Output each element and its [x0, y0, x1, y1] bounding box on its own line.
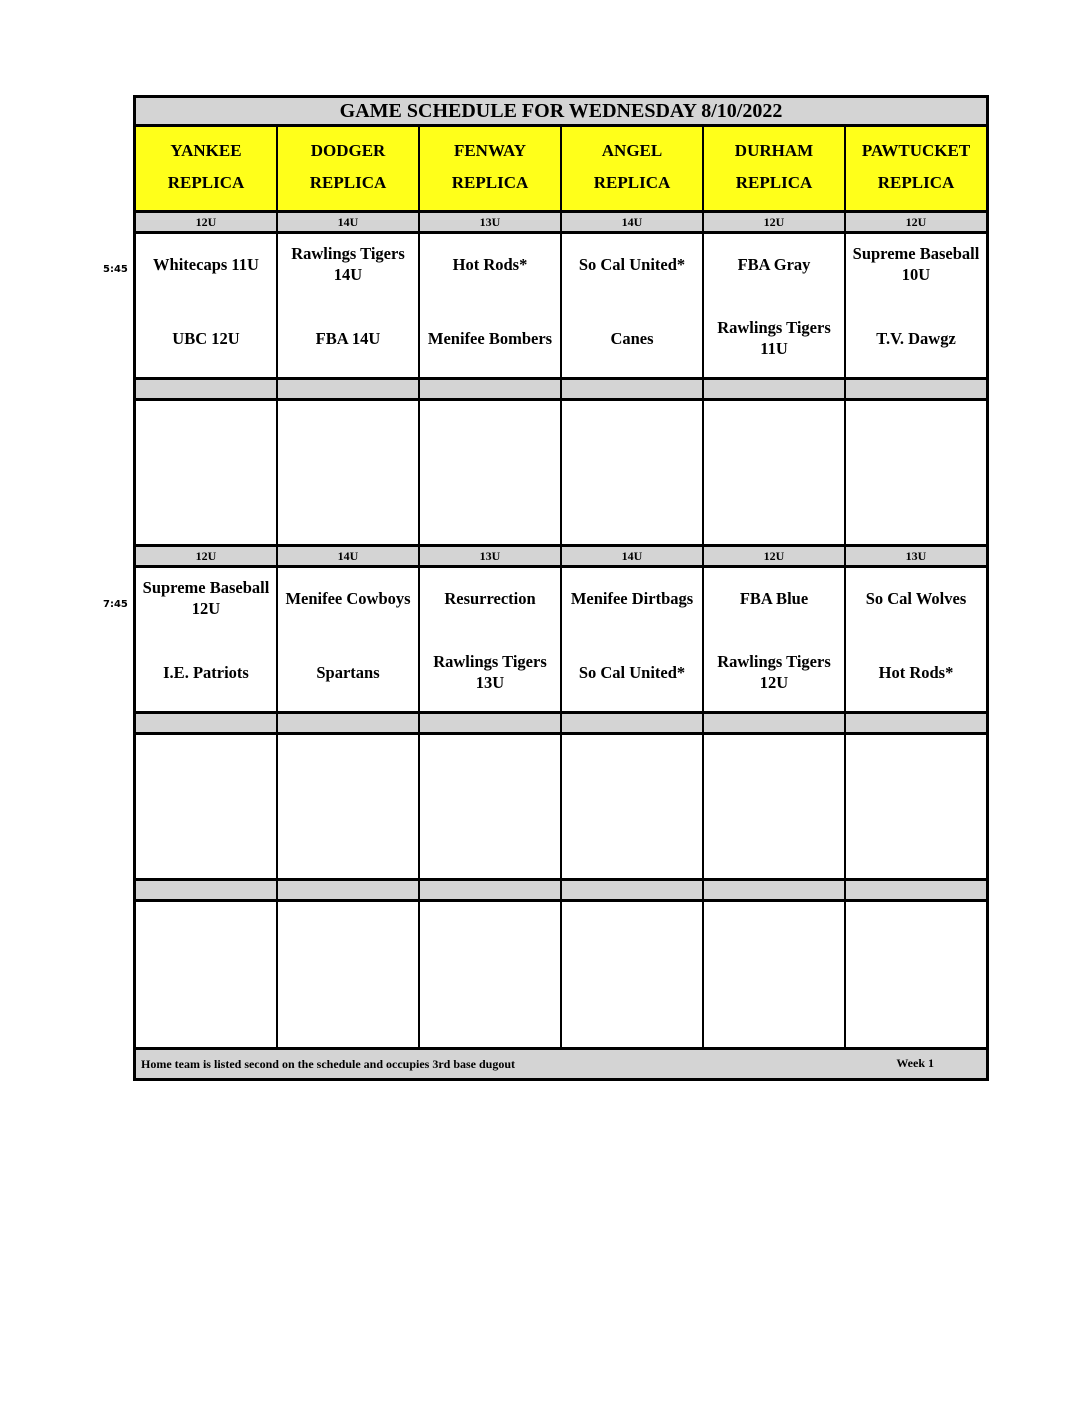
away-team: Supreme Baseball 12U: [142, 578, 270, 618]
age-division-label: 12U: [704, 213, 844, 231]
age-division-label: 12U: [704, 547, 844, 565]
away-team: Hot Rods*: [452, 254, 528, 274]
field-name: FENWAY: [453, 141, 527, 160]
empty-slot-cell: [704, 902, 844, 1047]
home-team: Canes: [610, 328, 654, 348]
empty-slot-cell: [846, 401, 986, 544]
week-label: Week 1: [896, 1056, 934, 1070]
home-team: So Cal United*: [578, 662, 686, 682]
away-team: FBA Gray: [737, 254, 811, 274]
home-team: Rawlings Tigers 12U: [717, 652, 831, 692]
empty-slot-cell: [136, 902, 276, 1047]
field-header: [846, 127, 986, 210]
field-name: DODGER: [310, 141, 386, 160]
game-cell: [136, 234, 276, 377]
separator-band: [562, 714, 702, 732]
empty-slot-cell: [420, 902, 560, 1047]
separator-band: [136, 881, 276, 899]
home-team: Rawlings Tigers 11U: [717, 318, 831, 358]
game-cell: [420, 568, 560, 711]
field-type: REPLICA: [735, 173, 813, 192]
separator-band: [704, 881, 844, 899]
empty-slot-cell: [562, 401, 702, 544]
game-cell: [136, 568, 276, 711]
field-type: REPLICA: [167, 173, 245, 192]
field-type: REPLICA: [877, 173, 955, 192]
away-team: Menifee Dirtbags: [570, 588, 694, 608]
empty-slot-cell: [846, 735, 986, 878]
empty-slot-cell: [420, 735, 560, 878]
field-header: [704, 127, 844, 210]
age-division-label: 14U: [278, 547, 418, 565]
separator-band: [136, 380, 276, 398]
schedule-title: GAME SCHEDULE FOR WEDNESDAY 8/10/2022: [136, 98, 986, 124]
separator-band: [704, 380, 844, 398]
age-division-label: 14U: [562, 547, 702, 565]
footer-bar: [136, 1050, 986, 1078]
age-division-label: 13U: [846, 547, 986, 565]
empty-slot-cell: [136, 401, 276, 544]
separator-band: [420, 380, 560, 398]
away-team: Resurrection: [444, 588, 536, 608]
game-schedule-table: [133, 95, 989, 1081]
field-header: [420, 127, 560, 210]
age-division-label: 13U: [420, 213, 560, 231]
empty-slot-cell: [846, 902, 986, 1047]
empty-slot-cell: [704, 401, 844, 544]
game-cell: [704, 568, 844, 711]
empty-slot-cell: [562, 735, 702, 878]
separator-band: [562, 380, 702, 398]
away-team: Menifee Cowboys: [285, 588, 411, 608]
age-division-label: 12U: [136, 213, 276, 231]
separator-band: [136, 714, 276, 732]
home-team: FBA 14U: [315, 328, 381, 348]
time-label-slot-1: 5:45: [103, 264, 128, 275]
away-team: Rawlings Tigers 14U: [291, 244, 405, 284]
separator-band: [420, 881, 560, 899]
home-team: Rawlings Tigers 13U: [433, 652, 547, 692]
separator-band: [846, 881, 986, 899]
away-team: So Cal United*: [578, 254, 686, 274]
field-name: ANGEL: [601, 141, 663, 160]
field-name: DURHAM: [734, 141, 814, 160]
field-header: [136, 127, 276, 210]
home-team-note: Home team is listed second on the schedule and occupies 3rd base dugout: [141, 1056, 516, 1071]
home-team: Menifee Bombers: [427, 328, 553, 348]
age-division-label: 14U: [562, 213, 702, 231]
empty-slot-cell: [278, 735, 418, 878]
separator-band: [420, 714, 560, 732]
field-header: [278, 127, 418, 210]
game-cell: [420, 234, 560, 377]
empty-slot-cell: [278, 902, 418, 1047]
empty-slot-cell: [562, 902, 702, 1047]
away-team: FBA Blue: [739, 588, 809, 608]
field-name: YANKEE: [170, 141, 242, 160]
separator-band: [278, 881, 418, 899]
field-name: PAWTUCKET: [861, 141, 971, 160]
game-cell: [562, 568, 702, 711]
empty-slot-cell: [420, 401, 560, 544]
game-cell: [846, 234, 986, 377]
separator-band: [846, 380, 986, 398]
empty-slot-cell: [704, 735, 844, 878]
game-cell: [562, 234, 702, 377]
game-cell: [278, 234, 418, 377]
separator-band: [278, 714, 418, 732]
game-cell: [846, 568, 986, 711]
game-cell: [704, 234, 844, 377]
away-team: So Cal Wolves: [865, 588, 967, 608]
age-division-label: 14U: [278, 213, 418, 231]
age-division-label: 13U: [420, 547, 560, 565]
age-division-label: 12U: [846, 213, 986, 231]
empty-slot-cell: [136, 735, 276, 878]
home-team: Hot Rods*: [878, 662, 954, 682]
game-cell: [278, 568, 418, 711]
home-team: Spartans: [316, 662, 380, 682]
time-label-slot-2: 7:45: [103, 599, 128, 610]
away-team: Supreme Baseball 10U: [852, 244, 980, 284]
empty-slot-cell: [278, 401, 418, 544]
field-type: REPLICA: [451, 173, 529, 192]
separator-band: [704, 714, 844, 732]
home-team: T.V. Dawgz: [876, 328, 956, 348]
home-team: UBC 12U: [172, 328, 240, 348]
separator-band: [562, 881, 702, 899]
separator-band: [278, 380, 418, 398]
field-header: [562, 127, 702, 210]
field-type: REPLICA: [593, 173, 671, 192]
home-team: I.E. Patriots: [163, 662, 249, 682]
away-team: Whitecaps 11U: [153, 254, 259, 274]
separator-band: [846, 714, 986, 732]
age-division-label: 12U: [136, 547, 276, 565]
field-type: REPLICA: [309, 173, 387, 192]
